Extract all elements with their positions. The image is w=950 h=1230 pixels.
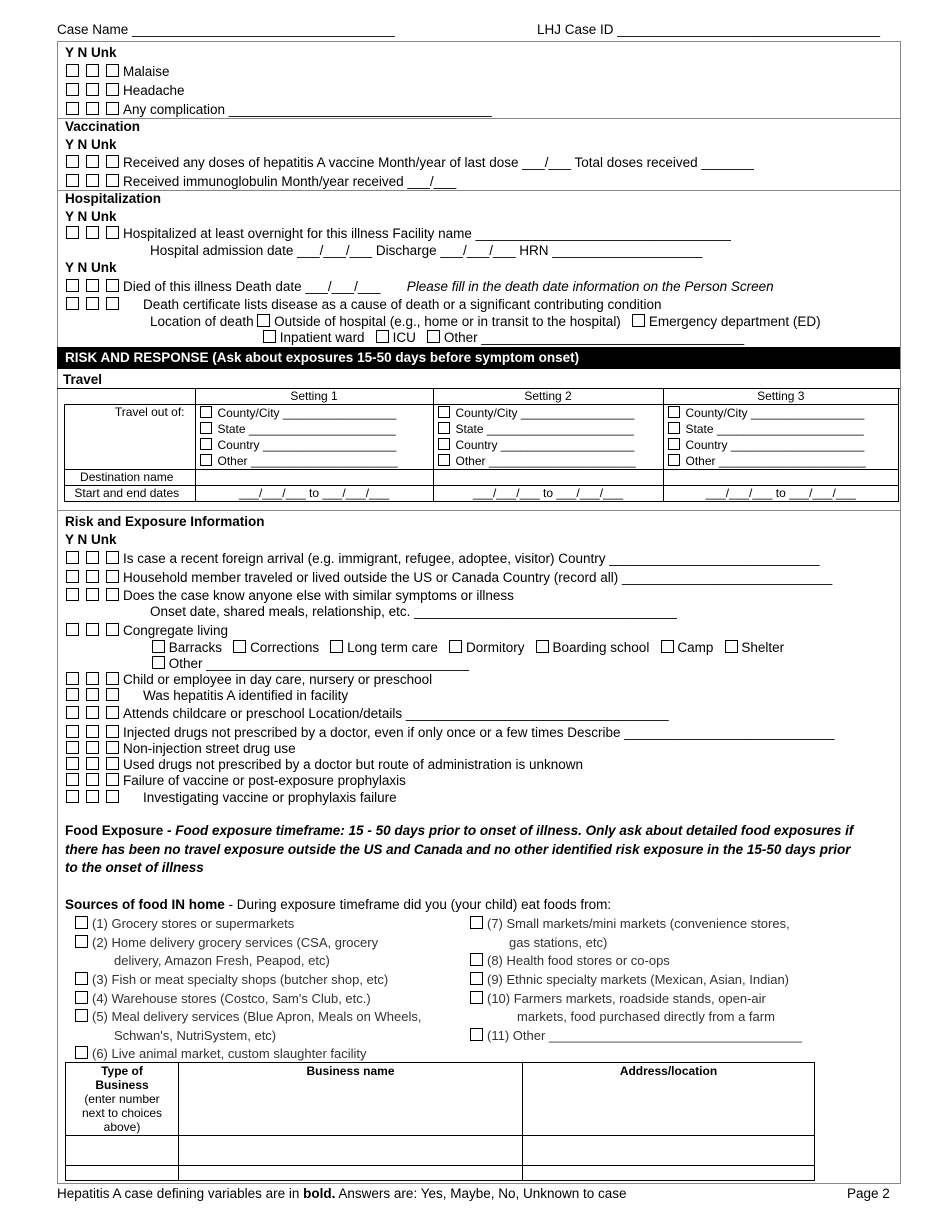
business-table [65, 1062, 815, 1181]
source-2-checkbox[interactable] [75, 935, 88, 948]
yes-checkbox[interactable] [66, 570, 79, 583]
no-checkbox[interactable] [86, 64, 99, 77]
admission-field[interactable]: Hospital admission date ___/___/___ Discharge ___/___/___ HRN ____________________ [150, 243, 703, 258]
boarding-school-checkbox[interactable] [536, 640, 549, 653]
similar-symptoms-row[interactable] [66, 588, 514, 603]
state-field[interactable]: State ______________________ [685, 422, 864, 436]
unk-checkbox[interactable] [106, 757, 119, 770]
travel-title: Travel [63, 372, 103, 387]
other-checkbox[interactable] [668, 454, 680, 466]
source-10-cont: markets, food purchased directly from a farm [517, 1009, 775, 1024]
unk-checkbox[interactable] [106, 741, 119, 754]
source-8[interactable] [470, 953, 670, 968]
vaccine-failure-row[interactable] [66, 773, 406, 788]
county-field[interactable]: County/City _________________ [217, 406, 397, 420]
source-3-checkbox[interactable] [75, 972, 88, 985]
yes-checkbox[interactable] [66, 155, 79, 168]
daycare-row[interactable] [66, 672, 432, 687]
outside-checkbox[interactable] [257, 314, 270, 327]
source-2[interactable] [75, 935, 378, 950]
no-checkbox[interactable] [86, 672, 99, 685]
unk-checkbox[interactable] [106, 297, 119, 310]
type-cell[interactable] [66, 1136, 179, 1166]
sources-title: Sources of food IN home [65, 897, 225, 912]
footer-bold: bold. [303, 1186, 336, 1201]
yes-checkbox[interactable] [66, 226, 79, 239]
setting-2-header: Setting 2 [433, 389, 663, 405]
investigating-label: Investigating vaccine or prophylaxis failure [143, 790, 397, 805]
unk-checkbox[interactable] [106, 279, 119, 292]
food-title: Food Exposure - [65, 823, 176, 838]
source-11-checkbox[interactable] [470, 1028, 483, 1041]
vaccination-title: Vaccination [65, 119, 141, 134]
no-checkbox[interactable] [86, 226, 99, 239]
state-field[interactable]: State ______________________ [217, 422, 396, 436]
source-5-label: (5) Meal delivery services (Blue Apron, Meals on Wheels, [92, 1009, 422, 1024]
died-label: Died of this illness Death date ___/___/___ [123, 279, 381, 294]
address-cell[interactable] [523, 1136, 815, 1166]
setting-1-fields[interactable] [195, 405, 433, 470]
county-checkbox[interactable] [200, 406, 212, 418]
footer-text-a: Hepatitis A case defining variables are in [57, 1186, 304, 1201]
ynu-header: Y N Unk [65, 532, 117, 547]
died-row[interactable] [66, 279, 774, 294]
unk-checkbox[interactable] [106, 174, 119, 187]
divider [57, 118, 900, 119]
ynu-header: Y N Unk [65, 137, 117, 152]
country-checkbox[interactable] [438, 438, 450, 450]
unk-checkbox[interactable] [106, 688, 119, 701]
vaccine-failure-label: Failure of vaccine or post-exposure prophylaxis [123, 773, 406, 788]
country-checkbox[interactable] [668, 438, 680, 450]
enter-note: (enter number [84, 1092, 160, 1106]
congregate-other-row [152, 656, 469, 671]
yes-checkbox[interactable] [66, 725, 79, 738]
unk-checkbox[interactable] [106, 672, 119, 685]
malaise-label: Malaise [123, 64, 170, 79]
yes-checkbox[interactable] [66, 83, 79, 96]
business-name-cell[interactable] [179, 1166, 523, 1181]
source-4[interactable] [75, 991, 371, 1006]
type-cell[interactable] [66, 1166, 179, 1181]
yes-checkbox[interactable] [66, 588, 79, 601]
source-4-checkbox[interactable] [75, 991, 88, 1004]
sources-header [65, 897, 611, 912]
state-field[interactable]: State ______________________ [455, 422, 634, 436]
non-injection-label: Non-injection street drug use [123, 741, 296, 756]
died-note: Please fill in the death date information on the Person Screen [406, 279, 774, 294]
source-9-label: (9) Ethnic specialty markets (Mexican, Asian, Indian) [487, 972, 790, 987]
no-checkbox[interactable] [86, 279, 99, 292]
no-checkbox[interactable] [86, 773, 99, 786]
footer-text-b: Answers are: Yes, Maybe, No, Unknown to case [335, 1186, 627, 1201]
no-checkbox[interactable] [86, 174, 99, 187]
no-checkbox[interactable] [86, 551, 99, 564]
dates-2[interactable]: ___/___/___ to ___/___/___ [433, 486, 663, 502]
other-field[interactable]: Other ______________________ [217, 454, 398, 468]
barracks-label: Barracks [168, 640, 223, 655]
headache-row[interactable] [66, 83, 185, 98]
destination-1[interactable] [195, 470, 433, 486]
source-7-checkbox[interactable] [470, 916, 483, 929]
yes-checkbox[interactable] [66, 64, 79, 77]
county-checkbox[interactable] [668, 406, 680, 418]
destination-3[interactable] [663, 470, 899, 486]
ed-checkbox[interactable] [632, 314, 645, 327]
type-label: Type of [101, 1064, 143, 1078]
no-checkbox[interactable] [86, 623, 99, 636]
above-note: above) [103, 1120, 141, 1134]
outside-label: Outside of hospital (e.g., home or in transit to the hospital) [274, 314, 621, 329]
death-location-row [150, 314, 821, 329]
address-cell[interactable] [523, 1166, 815, 1181]
shelter-label: Shelter [741, 640, 785, 655]
no-checkbox[interactable] [86, 706, 99, 719]
onset-field[interactable]: Onset date, shared meals, relationship, etc. ___________________________________ [150, 604, 677, 619]
ward-label: Inpatient ward [279, 330, 365, 345]
dates-3[interactable]: ___/___/___ to ___/___/___ [663, 486, 899, 502]
camp-label: Camp [677, 640, 714, 655]
ward-checkbox[interactable] [263, 330, 276, 343]
long-term-care-label: Long term care [347, 640, 438, 655]
state-checkbox[interactable] [200, 422, 212, 434]
childcare-label: Attends childcare or preschool Location/details ___________________________________ [123, 706, 669, 721]
sources-desc: - During exposure timeframe did you (your child) eat foods from: [224, 897, 612, 912]
household-travel-row[interactable] [66, 570, 832, 585]
certificate-row[interactable] [66, 297, 662, 312]
foreign-arrival-label: Is case a recent foreign arrival (e.g. immigrant, refugee, adoptee, visitor) Country ____________________________ [123, 551, 820, 566]
household-travel-label: Household member traveled or lived outside the US or Canada Country (record all) ____________________________ [123, 570, 833, 585]
dates-label: Start and end dates [65, 486, 196, 502]
unk-checkbox[interactable] [106, 64, 119, 77]
other-label: Other ___________________________________ [443, 330, 745, 345]
injected-drugs-row[interactable] [66, 725, 835, 740]
other-checkbox[interactable] [427, 330, 440, 343]
county-checkbox[interactable] [438, 406, 450, 418]
yes-checkbox[interactable] [66, 688, 79, 701]
barracks-checkbox[interactable] [152, 640, 165, 653]
yes-checkbox[interactable] [66, 551, 79, 564]
no-checkbox[interactable] [86, 83, 99, 96]
location-label: Location of death [150, 314, 254, 329]
complication-label: Any complication ___________________________________ [123, 102, 492, 117]
country-field[interactable]: Country ____________________ [217, 438, 397, 452]
dormitory-label: Dormitory [465, 640, 525, 655]
state-checkbox[interactable] [668, 422, 680, 434]
business-name-header: Business name [179, 1063, 523, 1136]
unk-checkbox[interactable] [106, 706, 119, 719]
childcare-row[interactable] [66, 706, 669, 721]
source-2-cont: delivery, Amazon Fresh, Peapod, etc) [114, 953, 330, 968]
yes-checkbox[interactable] [66, 706, 79, 719]
source-7-cont: gas stations, etc) [509, 935, 608, 950]
country-field[interactable]: Country ____________________ [685, 438, 865, 452]
vaccine-label: Received any doses of hepatitis A vaccine Month/year of last dose ___/___ Total doses received _______ [123, 155, 754, 170]
source-6-checkbox[interactable] [75, 1046, 88, 1059]
divider [57, 190, 900, 191]
case-name-field[interactable]: Case Name ___________________________________ [57, 22, 395, 37]
death-location-row-2 [263, 330, 744, 345]
no-checkbox[interactable] [86, 725, 99, 738]
unk-checkbox[interactable] [106, 790, 119, 803]
icu-label: ICU [392, 330, 416, 345]
source-10-checkbox[interactable] [470, 991, 483, 1004]
congregate-options [152, 640, 784, 655]
county-field[interactable]: County/City _________________ [685, 406, 865, 420]
type-header [66, 1063, 179, 1136]
no-checkbox[interactable] [86, 688, 99, 701]
hepa-facility-row[interactable] [66, 688, 348, 703]
no-checkbox[interactable] [86, 155, 99, 168]
injected-drugs-label: Injected drugs not prescribed by a doctor, even if only once or a few times Describe ____________________________ [123, 725, 835, 740]
foreign-arrival-row[interactable] [66, 551, 819, 566]
ynu-header: Y N Unk [65, 209, 117, 224]
source-11[interactable] [470, 1028, 802, 1043]
travel-out-label: Travel out of: [65, 405, 196, 470]
yes-checkbox[interactable] [66, 174, 79, 187]
source-1[interactable] [75, 916, 294, 931]
source-10[interactable] [470, 991, 766, 1006]
no-checkbox[interactable] [86, 102, 99, 115]
unk-checkbox[interactable] [106, 226, 119, 239]
hospitalized-label: Hospitalized at least overnight for this illness Facility name __________________________________ [123, 226, 731, 241]
source-7[interactable] [470, 916, 790, 931]
vaccine-row[interactable] [66, 155, 754, 170]
hospitalization-title: Hospitalization [65, 191, 162, 206]
other-checkbox[interactable] [200, 454, 212, 466]
long-term-care-checkbox[interactable] [330, 640, 343, 653]
food-exposure-line-1 [65, 823, 853, 838]
yes-checkbox[interactable] [66, 297, 79, 310]
other-field[interactable]: Other ______________________ [455, 454, 636, 468]
source-5[interactable] [75, 1009, 421, 1024]
setting-2-fields[interactable] [433, 405, 663, 470]
ynu-header: Y N Unk [65, 45, 117, 60]
camp-checkbox[interactable] [661, 640, 674, 653]
congregate-other-field[interactable]: Other ___________________________________ [168, 656, 470, 671]
no-checkbox[interactable] [86, 741, 99, 754]
yes-checkbox[interactable] [66, 672, 79, 685]
unk-checkbox[interactable] [106, 588, 119, 601]
source-4-label: (4) Warehouse stores (Costco, Sam's Club, etc.) [92, 991, 371, 1006]
unknown-route-label: Used drugs not prescribed by a doctor but route of administration is unknown [123, 757, 584, 772]
unk-checkbox[interactable] [106, 551, 119, 564]
no-checkbox[interactable] [86, 570, 99, 583]
destination-label: Destination name [65, 470, 196, 486]
risk-section-header: RISK AND RESPONSE (Ask about exposures 15-50 days before symptom onset) [57, 347, 900, 369]
setting-3-fields[interactable] [663, 405, 899, 470]
no-checkbox[interactable] [86, 790, 99, 803]
setting-3-header: Setting 3 [663, 389, 899, 405]
source-9-checkbox[interactable] [470, 972, 483, 985]
unk-checkbox[interactable] [106, 102, 119, 115]
ynu-header: Y N Unk [65, 260, 117, 275]
no-checkbox[interactable] [86, 588, 99, 601]
daycare-label: Child or employee in day care, nursery or preschool [123, 672, 433, 687]
ed-label: Emergency department (ED) [648, 314, 821, 329]
source-1-label: (1) Grocery stores or supermarkets [92, 916, 295, 931]
corrections-label: Corrections [250, 640, 320, 655]
yes-checkbox[interactable] [66, 102, 79, 115]
no-checkbox[interactable] [86, 757, 99, 770]
yes-checkbox[interactable] [66, 741, 79, 754]
destination-2[interactable] [433, 470, 663, 486]
malaise-row[interactable] [66, 64, 170, 79]
source-5-checkbox[interactable] [75, 1009, 88, 1022]
next-note: next to choices [81, 1106, 163, 1120]
county-field[interactable]: County/City _________________ [455, 406, 635, 420]
footer-note [57, 1186, 627, 1201]
address-header: Address/location [523, 1063, 815, 1136]
lhj-case-id-field[interactable]: LHJ Case ID ___________________________________ [537, 22, 881, 37]
ig-row[interactable] [66, 174, 456, 189]
travel-table [64, 388, 899, 502]
source-11-label: (11) Other ___________________________________ [487, 1028, 802, 1043]
icu-checkbox[interactable] [376, 330, 389, 343]
corrections-checkbox[interactable] [233, 640, 246, 653]
page-number: Page 2 [847, 1186, 890, 1201]
source-3-label: (3) Fish or meat specialty shops (butcher shop, etc) [92, 972, 389, 987]
source-1-checkbox[interactable] [75, 916, 88, 929]
source-8-checkbox[interactable] [470, 953, 483, 966]
yes-checkbox[interactable] [66, 279, 79, 292]
food-note-2: there has been no travel exposure outside the US and Canada and no other identified risk exposure in the 15-50 days prior [65, 842, 851, 857]
state-checkbox[interactable] [438, 422, 450, 434]
ig-label: Received immunoglobulin Month/year received ___/___ [123, 174, 457, 189]
country-checkbox[interactable] [200, 438, 212, 450]
setting-1-header: Setting 1 [195, 389, 433, 405]
food-note-1: Food exposure timeframe: 15 - 50 days prior to onset of illness. Only ask about detailed food exposures if [175, 823, 854, 838]
unk-checkbox[interactable] [106, 623, 119, 636]
headache-label: Headache [123, 83, 185, 98]
unk-checkbox[interactable] [106, 773, 119, 786]
dates-1[interactable]: ___/___/___ to ___/___/___ [195, 486, 433, 502]
source-8-label: (8) Health food stores or co-ops [487, 953, 670, 968]
certificate-label: Death certificate lists disease as a cause of death or a significant contributing condition [143, 297, 662, 312]
hepa-facility-label: Was hepatitis A identified in facility [143, 688, 349, 703]
dormitory-checkbox[interactable] [449, 640, 462, 653]
divider [57, 510, 900, 511]
source-3[interactable] [75, 972, 388, 987]
congregate-row[interactable] [66, 623, 228, 638]
unk-checkbox[interactable] [106, 83, 119, 96]
non-injection-row[interactable] [66, 741, 296, 756]
source-9[interactable] [470, 972, 789, 987]
congregate-label: Congregate living [123, 623, 229, 638]
boarding-school-label: Boarding school [552, 640, 650, 655]
investigating-row[interactable] [66, 790, 397, 805]
source-2-label: (2) Home delivery grocery services (CSA, grocery [92, 935, 379, 950]
other-checkbox[interactable] [438, 454, 450, 466]
business-label: Business [95, 1078, 149, 1092]
unk-checkbox[interactable] [106, 570, 119, 583]
other-checkbox[interactable] [152, 656, 165, 669]
yes-checkbox[interactable] [66, 757, 79, 770]
yes-checkbox[interactable] [66, 623, 79, 636]
yes-checkbox[interactable] [66, 790, 79, 803]
source-5-cont: Schwan's, NutriSystem, etc) [114, 1028, 277, 1043]
source-6-label: (6) Live animal market, custom slaughter facility [92, 1046, 367, 1061]
yes-checkbox[interactable] [66, 773, 79, 786]
complication-row[interactable] [66, 102, 492, 117]
unknown-route-row[interactable] [66, 757, 583, 772]
source-7-label: (7) Small markets/mini markets (convenience stores, [487, 916, 790, 931]
source-10-label: (10) Farmers markets, roadside stands, open-air [487, 991, 766, 1006]
hospitalized-row[interactable] [66, 226, 731, 241]
similar-symptoms-label: Does the case know anyone else with similar symptoms or illness [123, 588, 514, 603]
country-field[interactable]: Country ____________________ [455, 438, 635, 452]
risk-title: Risk and Exposure Information [65, 514, 265, 529]
food-note-3: to the onset of illness [65, 860, 204, 875]
no-checkbox[interactable] [86, 297, 99, 310]
source-6[interactable] [75, 1046, 367, 1061]
unk-checkbox[interactable] [106, 725, 119, 738]
other-field[interactable]: Other ______________________ [685, 454, 866, 468]
shelter-checkbox[interactable] [725, 640, 738, 653]
business-name-cell[interactable] [179, 1136, 523, 1166]
unk-checkbox[interactable] [106, 155, 119, 168]
